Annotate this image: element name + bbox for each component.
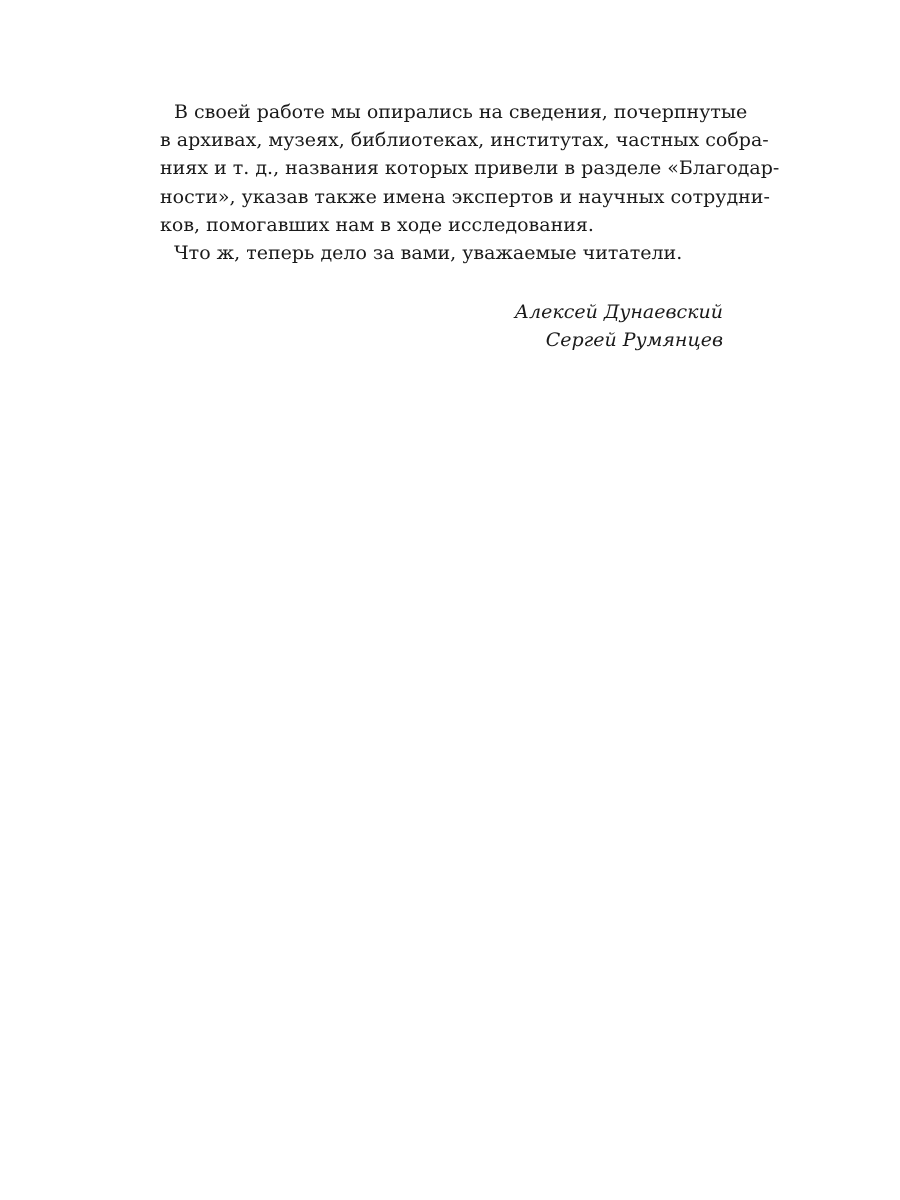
paragraph-line: в архивах, музеях, библиотеках, институтах, частных собра- bbox=[160, 129, 769, 152]
paragraph-sources bbox=[160, 98, 780, 239]
paragraph-line: Что ж, теперь дело за вами, уважаемые читатели. bbox=[174, 241, 683, 264]
author-signatures bbox=[515, 298, 723, 354]
paragraph-closing bbox=[160, 239, 723, 267]
body-text bbox=[160, 98, 780, 267]
paragraph-line: ности», указав также имена экспертов и научных сотрудни- bbox=[160, 185, 770, 208]
author-name: Алексей Дунаевский bbox=[514, 301, 723, 323]
paragraph-line: ков, помогавших нам в ходе исследования. bbox=[160, 213, 594, 236]
author-name: Сергей Румянцев bbox=[545, 329, 723, 352]
paragraph-line: В своей работе мы опирались на сведения, почерпнутые bbox=[174, 101, 748, 123]
paragraph-line: ниях и т. д., названия которых привели в разделе «Благодар- bbox=[160, 157, 780, 180]
